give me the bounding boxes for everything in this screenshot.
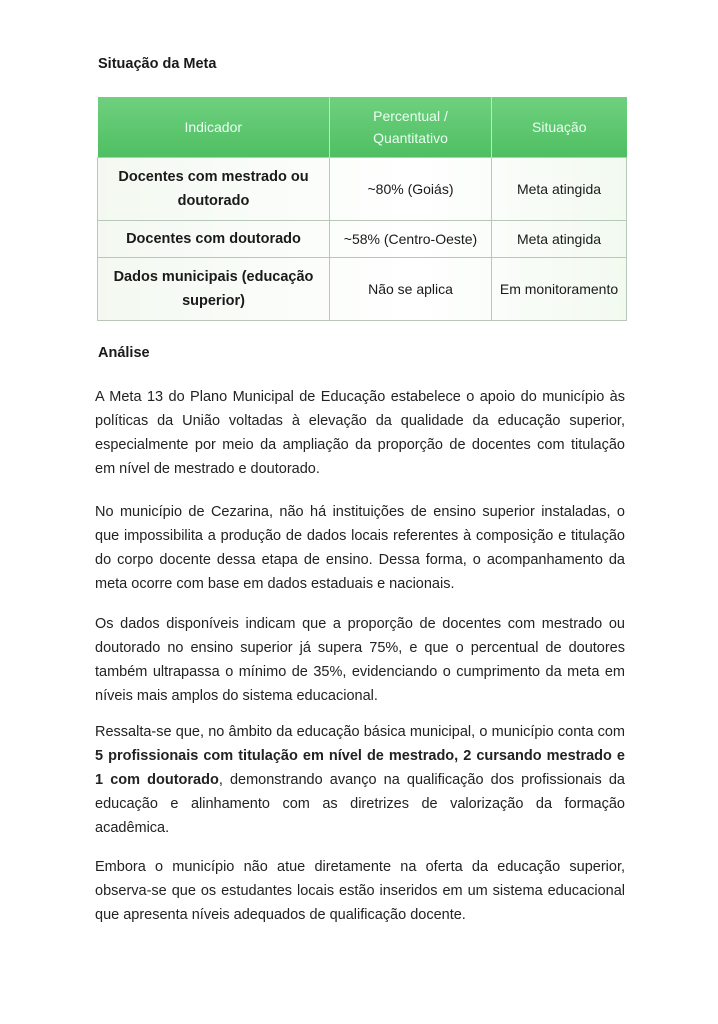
paragraph-conclusao: Embora o município não atue diretamente na oferta da educação superior, observa-se que os estudantes locais estão inseridos em um sistema educacional que apresenta níveis adequados de qualificação docente. <box>95 859 625 923</box>
paragraph-cezarina: No município de Cezarina, não há instituições de ensino superior instaladas, o que impossibilita a produção de dados locais referentes à composição e titulação do corpo docente dessa etapa de ensino. Dessa forma, o acompanhamento da meta ocorre com base em dados estaduais e nacionais. <box>95 504 625 592</box>
paragraph-educacao-basica <box>95 720 625 840</box>
header-indicator: Indicador <box>98 97 330 158</box>
cell-value: Não se aplica <box>330 258 492 321</box>
cell-status: Meta atingida <box>492 221 627 258</box>
cell-value: ~80% (Goiás) <box>330 158 492 221</box>
cell-status: Meta atingida <box>492 158 627 221</box>
table-row <box>98 221 627 258</box>
cell-value: ~58% (Centro-Oeste) <box>330 221 492 258</box>
cell-status: Em monitoramento <box>492 258 627 321</box>
table-row <box>98 258 627 321</box>
paragraph-dados: Os dados disponíveis indicam que a proporção de docentes com mestrado ou doutorado no ensino superior já supera 75%, e que o percentual de doutores também ultrapassa o mínimo de 35%, evidenciando o cumprimento da meta em níveis mais amplos do sistema educacional. <box>95 616 625 704</box>
cell-indicator: Docentes com mestrado ou doutorado <box>98 158 330 221</box>
header-percentual-line1: Percentual / <box>373 108 448 124</box>
paragraph-bold-text: 5 profissionais com titulação em nível de mestrado, 2 cursando mestrado e 1 com doutorado <box>95 748 625 788</box>
paragraph-text: Ressalta-se que, no âmbito da educação básica municipal, o município conta com <box>95 724 625 740</box>
paragraph-text: , demonstrando avanço na qualificação dos profissionais da educação e alinhamento com as diretrizes de valorização da formação acadêmica. <box>95 772 625 836</box>
header-situacao: Situação <box>492 97 627 158</box>
cell-indicator: Dados municipais (educação superior) <box>98 258 330 321</box>
cell-indicator: Docentes com doutorado <box>98 221 330 258</box>
header-percentual-line2: Quantitativo <box>373 130 448 146</box>
table-row <box>98 158 627 221</box>
table-header-row <box>98 97 627 158</box>
section-title: Situação da Meta <box>98 56 217 72</box>
goal-status-table <box>97 97 627 321</box>
header-percentual <box>330 97 492 158</box>
analysis-title: Análise <box>98 345 150 361</box>
paragraph-meta-13: A Meta 13 do Plano Municipal de Educação estabelece o apoio do município às políticas da União voltadas à elevação da qualidade da educação superior, especialmente por meio da ampliação da proporção de docentes com titulação em nível de mestrado e doutorado. <box>95 389 625 477</box>
